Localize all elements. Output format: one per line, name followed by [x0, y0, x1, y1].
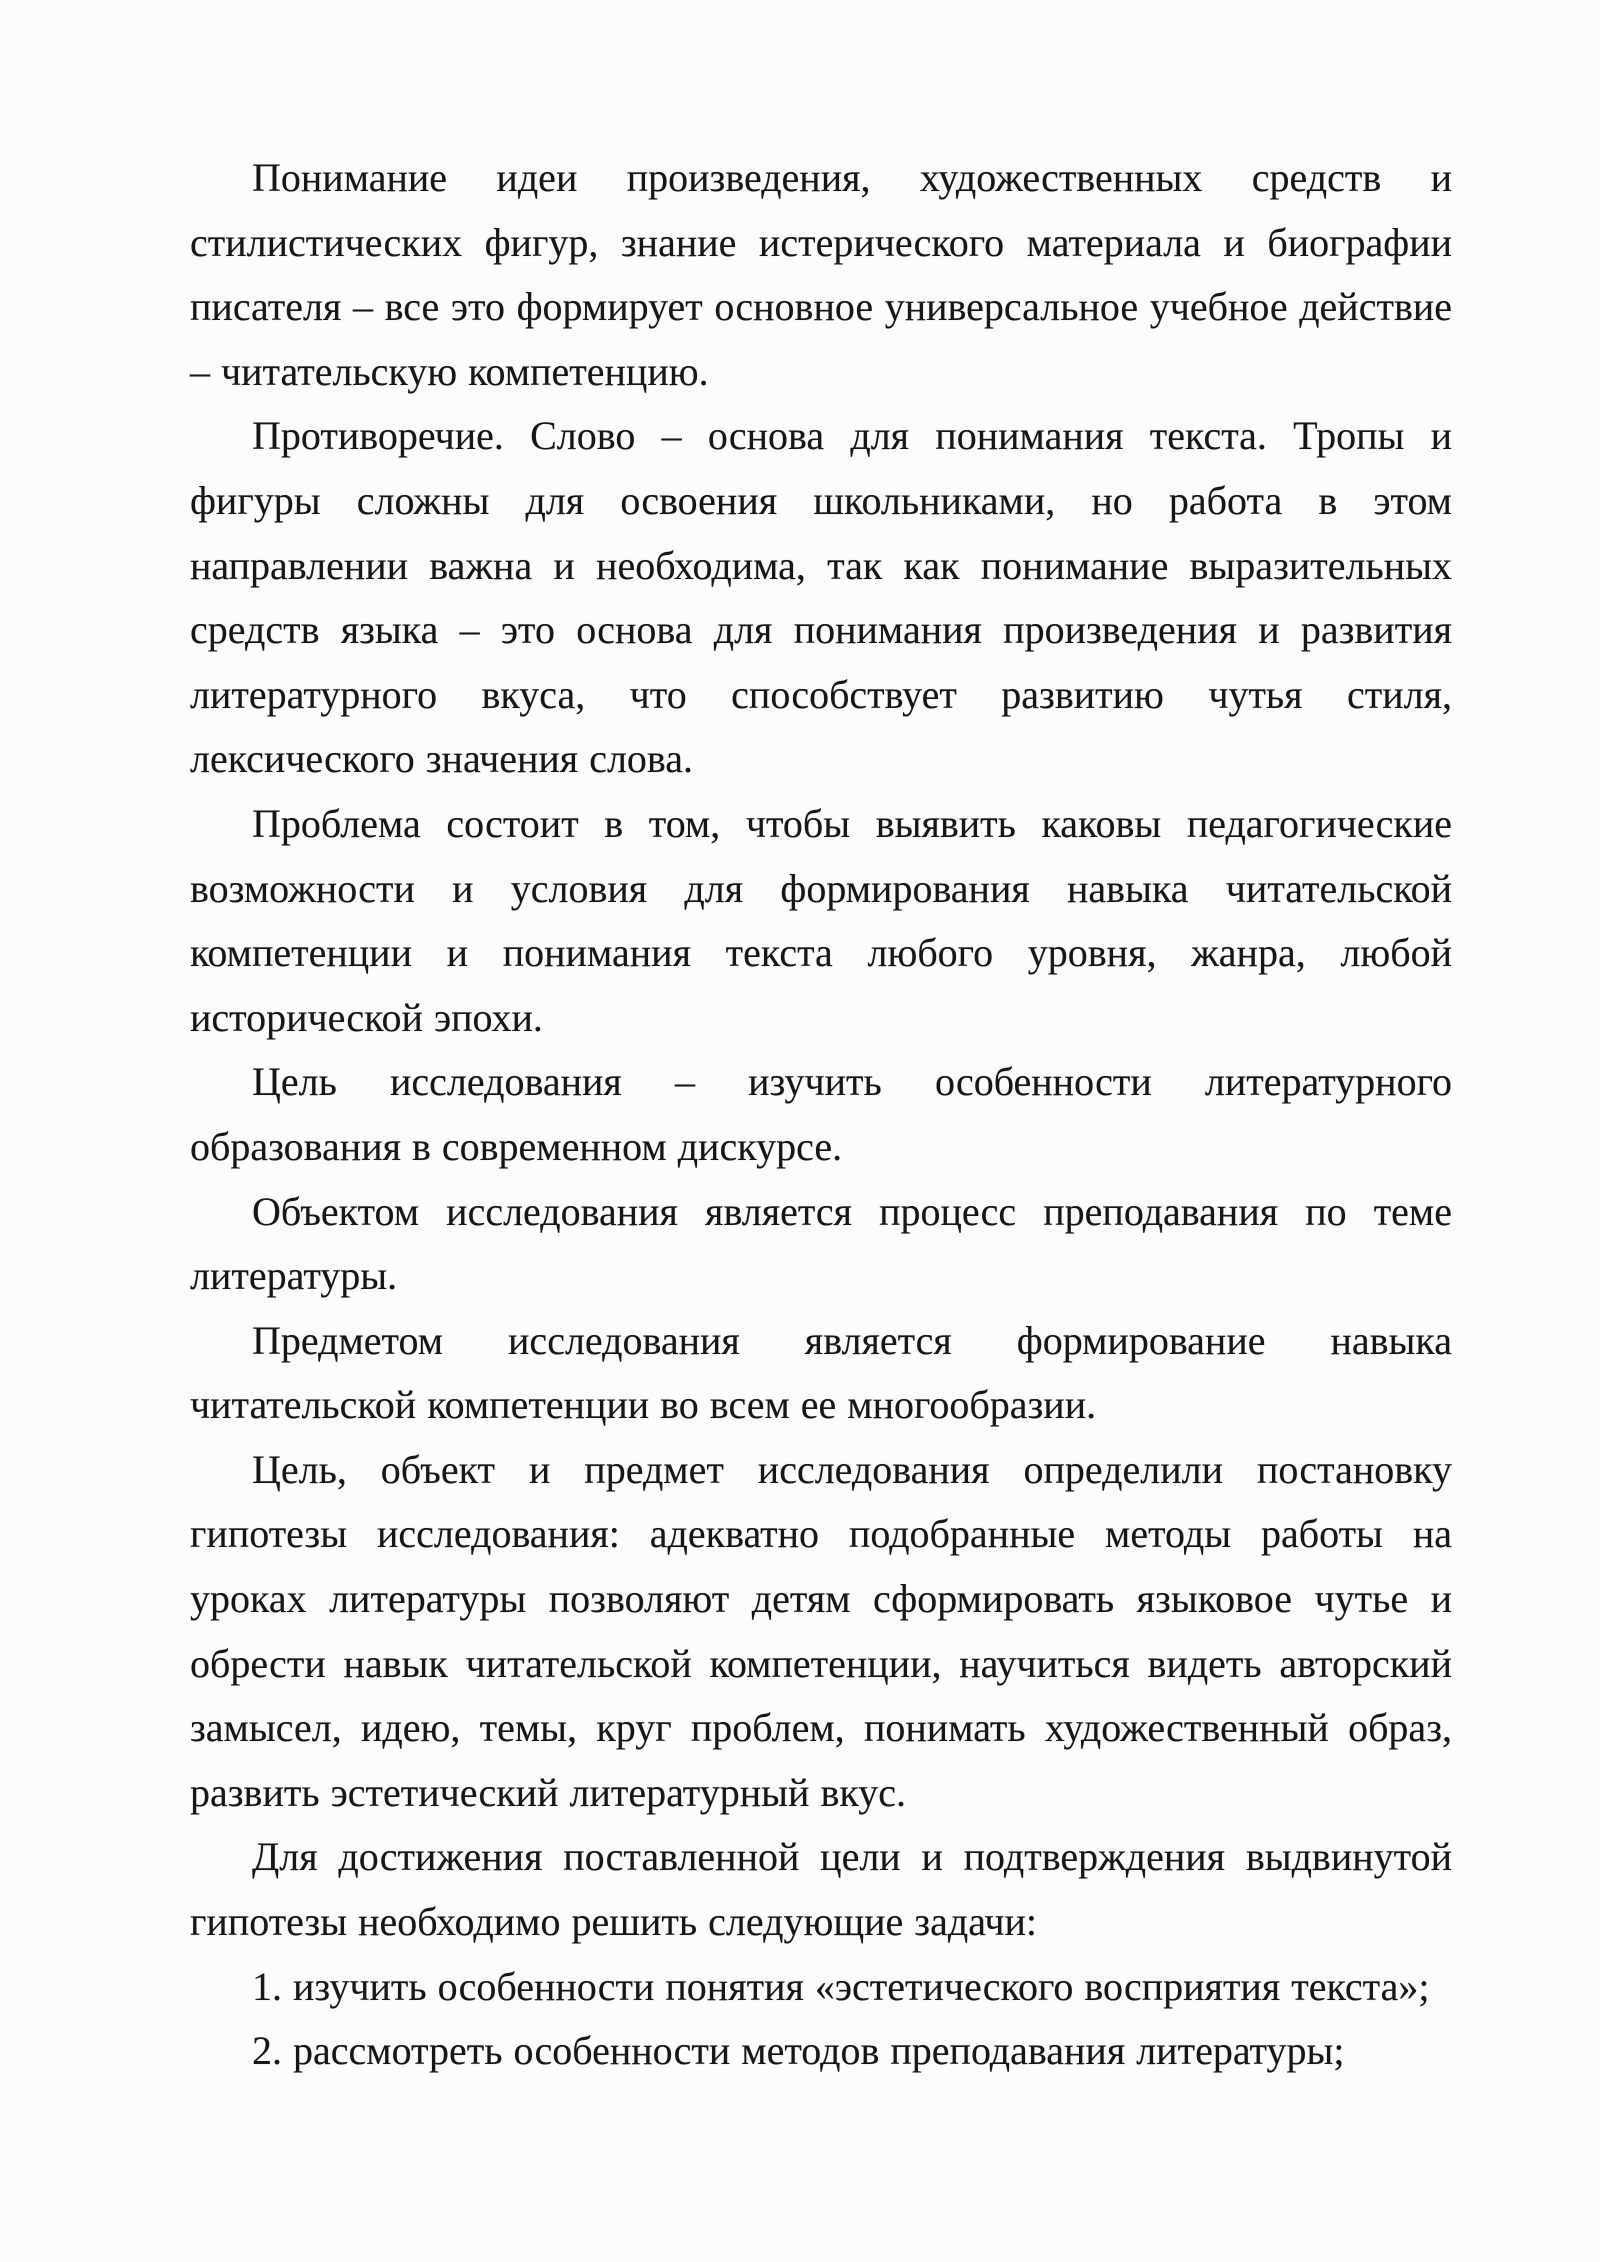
paragraph: Предметом исследования является формирование навыка читательской компетенции во всем ее многообразии. [190, 1317, 1452, 1428]
paragraph: Цель, объект и предмет исследования определили постановку гипотезы исследования: адекватно подобранные методы работы на уроках литературы позволяют детям сформировать языковое чутье и обрести навык читательской компетенции, научиться видеть авторский замысел, идею, темы, круг проблем, понимать художественный образ, развить эстетический литературный вкус. [190, 1446, 1452, 1815]
paragraph: Объектом исследования является процесс преподавания по теме литературы. [190, 1188, 1452, 1299]
paragraph: Противоречие. Слово – основа для понимания текста. Тропы и фигуры сложны для освоения школьниками, но работа в этом направлении важна и необходима, так как понимание выразительных средств языка – это основа для понимания произведения и развития литературного вкуса, что способствует развитию чутья стиля, лексического значения слова. [190, 413, 1452, 782]
paragraph: 1. изучить особенности понятия «эстетического восприятия текста»; [252, 1963, 1430, 2009]
paragraph: 2. рассмотреть особенности методов преподавания литературы; [252, 2028, 1345, 2074]
paragraph: Для достижения поставленной цели и подтверждения выдвинутой гипотезы необходимо решить следующие задачи: [190, 1834, 1452, 1945]
paragraph: Понимание идеи произведения, художественных средств и стилистических фигур, знание истерического материала и биографии писателя – все это формирует основное универсальное учебное действие – читательскую компетенцию. [190, 155, 1452, 394]
document-body [190, 146, 1452, 2084]
paragraph: Цель исследования – изучить особенности литературного образования в современном дискурсе. [190, 1059, 1452, 1169]
paragraph: Проблема состоит в том, чтобы выявить каковы педагогические возможности и условия для формирования навыка читательской компетенции и понимания текста любого уровня, жанра, любой исторической эпохи. [190, 800, 1452, 1040]
